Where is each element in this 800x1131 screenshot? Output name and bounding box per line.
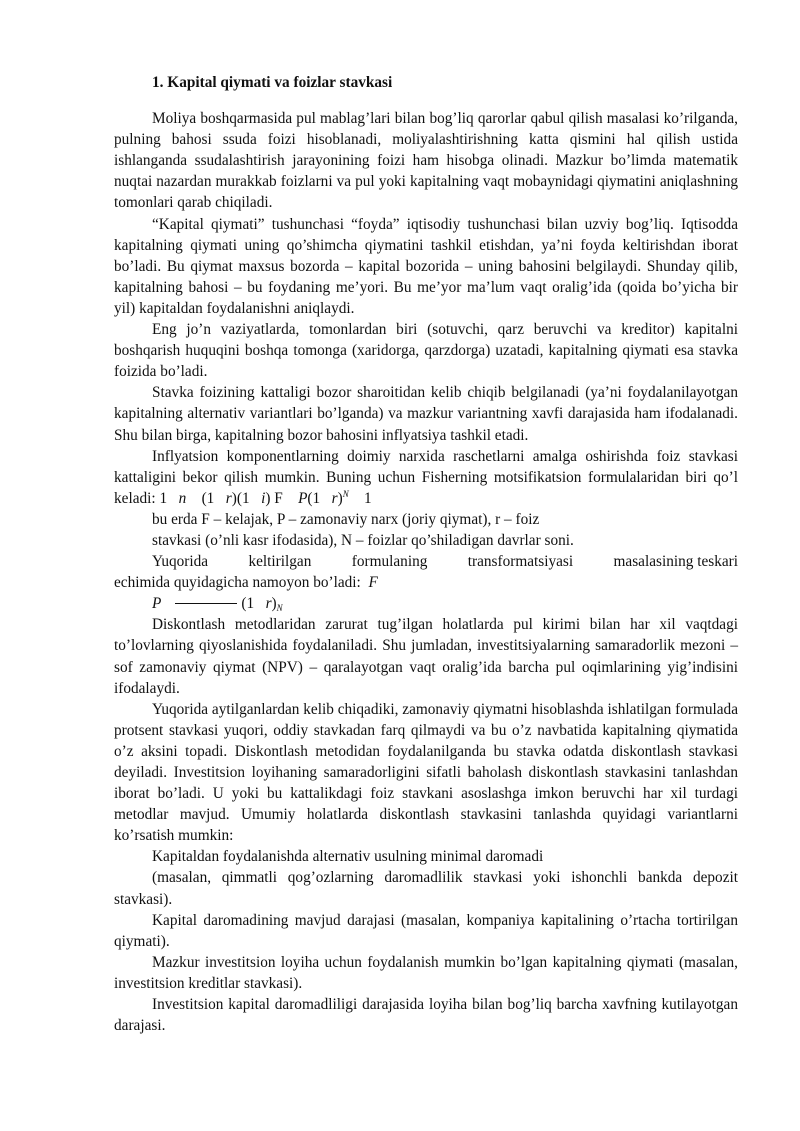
discount-formula: P (1 $r)_N$ [152,595,283,614]
paragraph-with-formula [114,446,738,509]
paragraph: Moliya boshqarmasida pul mablag’lari bilan bog’liq qarorlar qabul qilish masalasi ko’rilganda, pulning bahosi ssuda foizi hisoblanadi, moliyalashtirishning katta qismini hal qilish ustida ishlanganda ssudalashtirish jarayonining foizi ham hisobga olinadi. Mazkur bo’limda matematik nuqtai nazardan murakkab foizlarni va pul yoki kapitalning vaqt mobaynidagi qiymatini aniqlashning tomonlari qarab chiqiladi. [114,110,738,212]
fisher-formula: 1 n (1 r)(1 i) F P(1 r)$^N$ 1 [159,488,372,507]
paragraph: Yuqorida aytilganlardan kelib chiqadiki, zamonaviy qiymatni hisoblashda ishlatilgan formulada protsent stavkasi yuqori, oddiy stavkadan farq qilmaydi va bu o’z navbatida kapitalning qiymatida o’z aksini topadi. Diskontlash metodidan foydalanilganda bu stavka odatda diskontlash stavkasi deyiladi. Investitsion loyihaning samaradorligini sifatli baholash diskontlash stavkasini tanlashdan iborat bo’ladi. U yoki bu kattalikdagi foiz stavkani asoslashga imkon beruvchi har xil turdagi metodlar mavjud. Umumiy holatlarda diskontlash stavkasini tanlashda quyidagi variantlarni ko’rsatish mumkin: [114,700,738,845]
paragraph: Eng jo’n vaziyatlarda, tomonlardan biri (sotuvchi, qarz beruvchi va kreditor) kapitalni boshqarish huquqini boshqa tomonga (xaridorga, qarzdorga) uzatadi, kapitalning qiymati esa stavka foizida bo’ladi. [114,321,738,381]
paragraph: stavkasi (o’nli kasr ifodasida), N – foizlar qo’shiladigan davrlar soni. [152,531,574,549]
paragraph-spread-line: Yuqorida keltirilgan formulaning transformatsiyasi masalasining teskari [152,553,738,571]
paragraph: (masalan, qimmatli qog’ozlarning daromadlilik stavkasi yoki ishonchli bankda depozit stavkasi). [114,869,738,908]
paragraph: Mazkur investitsion loyiha uchun foydalanish mumkin bo’lgan kapitalning qiymati (masalan, investitsion kreditlar stavkasi). [114,953,738,992]
formula-numerator: F [368,574,378,592]
paragraph: bu erda F – kelajak, P – zamonaviy narx (joriy qiymat), r – foiz [152,510,540,528]
paragraph: Diskontlash metodlaridan zarurat tug’ilgan holatlarda pul kirimi bilan har xil vaqtdagi to’lovlarning qiyoslanishida foydalaniladi. Shu jumladan, investitsiyalarning samaradorlik mezoni – sof zamonaviy qiymat (NPV) – qaralayotgan vaqt oralig’ida barcha pul oqimlarining yig’indisini ifodalaydi. [114,616,738,697]
paragraph: “Kapital qiymati” tushunchasi “foyda” iqtisodiy tushunchasi bilan uzviy bog’liq. Iqtisodda kapitalning qiymati uning qo’shimcha qiymatini tashkil etishdan, ya’ni foyda keltirishdan iborat bo’ladi. Bu qiymat maxsus bozorda – kapital bozorida – uning bahosini belgilaydi. Shunday qilib, kapitalning bahosi – bu foydaning me’yori. Bu me’yor ma’lum vaqt oralig’ida (qoida bo’yicha bir yil) kapitaldan foydalanishni aniqlaydi. [114,215,738,317]
formula-lhs: P [152,595,162,613]
paragraph: Kapital daromadining mavjud darajasi (masalan, kompaniya kapitalining o’rtacha tortirilgan qiymati). [114,911,738,950]
paragraph: Stavka foizining kattaligi bozor sharoitidan kelib chiqib belgilanadi (ya’ni foydalanilayotgan kapitalning alternativ variantlari bo’lganda) va mazkur variantning xavfi darajasida ham ifodalanadi. Shu bilan birga, kapitalning bozor bahosini inflyatsiya tashkil etadi. [114,384,738,444]
section-heading: 1. Kapital qiymati va foizlar stavkasi [152,74,393,91]
document-body [114,72,738,1036]
paragraph: Investitsion kapital daromadliligi darajasida loyiha bilan bog’liq barcha xavfning kutilayotgan darajasi. [114,996,738,1035]
fraction-bar [175,603,237,604]
paragraph-text: Inflyatsion komponentlarning doimiy narxida raschetlarni amalga oshirishda foiz stavkasi kattaligini bekor qilish mumkin. Buning uchun Fisherning motsifikatsion formulalaridan biri qo’l keladi: [114,447,738,507]
paragraph-continuation: echimida quyidagicha namoyon bo’ladi: F [114,574,378,592]
paragraph: Kapitaldan foydalanishda alternativ usulning minimal daromadi [152,848,544,866]
